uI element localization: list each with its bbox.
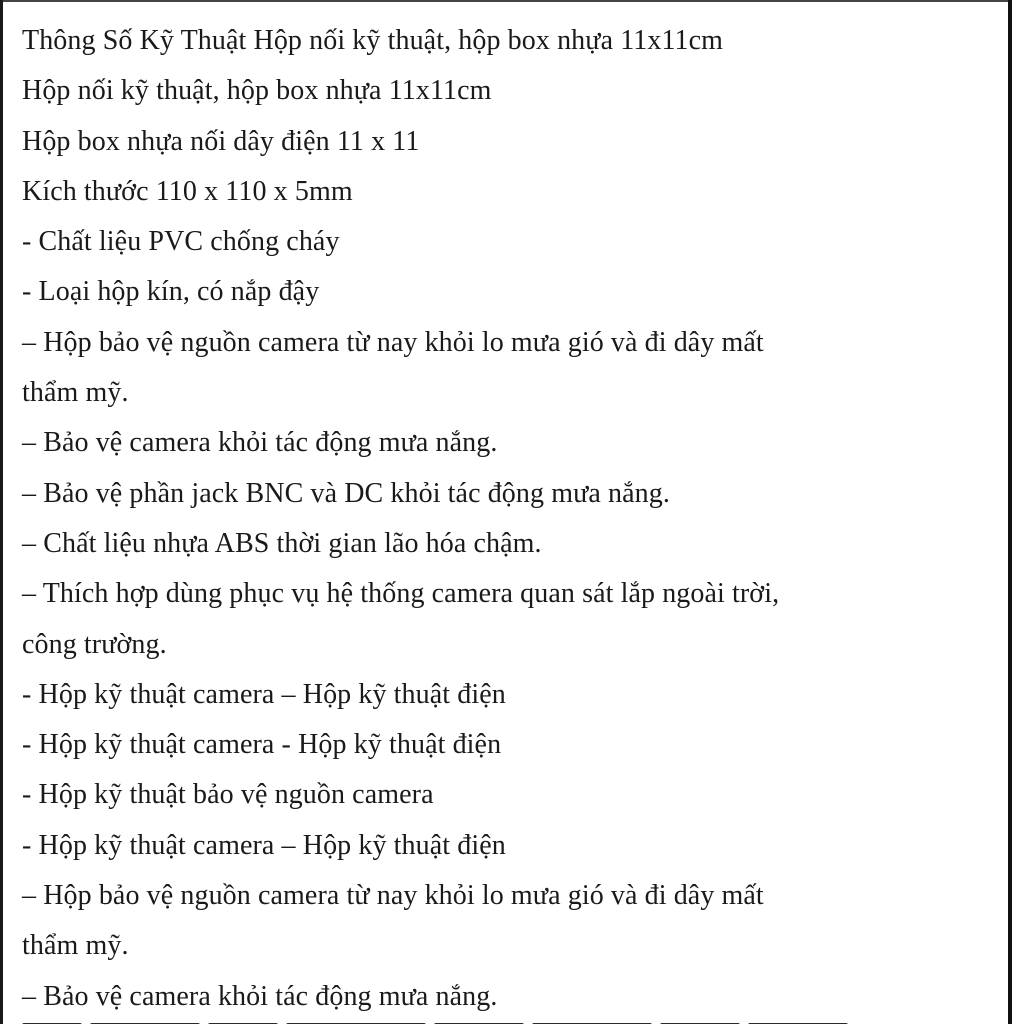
spec-line: Kích thước 110 x 110 x 5mm <box>22 175 353 207</box>
spec-text-block <box>22 16 997 1022</box>
spec-line: - Hộp kỹ thuật camera – Hộp kỹ thuật điện <box>22 678 506 710</box>
spec-line: - Chất liệu PVC chống cháy <box>22 226 340 258</box>
spec-line: – Thích hợp dùng phục vụ hệ thống camera quan sát lắp ngoài trời, <box>22 578 780 610</box>
spec-title: Thông Số Kỹ Thuật Hộp nối kỹ thuật, hộp box nhựa 11x11cm <box>22 25 724 56</box>
spec-line: thẩm mỹ. <box>22 377 129 409</box>
spec-line: – Bảo vệ camera khỏi tác động mưa nắng. <box>22 427 498 459</box>
spec-line: - Hộp kỹ thuật camera – Hộp kỹ thuật điện <box>22 829 506 861</box>
cropped-next-line <box>22 1014 972 1024</box>
spec-line: – Hộp bảo vệ nguồn camera từ nay khỏi lo mưa gió và đi dây mất <box>22 880 764 912</box>
spec-line: Hộp box nhựa nối dây điện 11 x 11 <box>22 125 420 157</box>
spec-line: – Bảo vệ camera khỏi tác động mưa nắng. <box>22 980 498 1012</box>
spec-line: - Loại hộp kín, có nắp đậy <box>22 276 320 308</box>
spec-line: Hộp nối kỹ thuật, hộp box nhựa 11x11cm <box>22 75 492 107</box>
spec-line: thẩm mỹ. <box>22 930 129 962</box>
spec-line: – Chất liệu nhựa ABS thời gian lão hóa chậm. <box>22 527 542 559</box>
frame-top-border <box>0 0 1012 2</box>
spec-line: – Hộp bảo vệ nguồn camera từ nay khỏi lo mưa gió và đi dây mất <box>22 326 764 358</box>
spec-line: – Bảo vệ phần jack BNC và DC khỏi tác động mưa nắng. <box>22 477 670 509</box>
frame-right-border <box>1008 0 1012 1024</box>
frame-left-border <box>0 0 3 1024</box>
spec-line: - Hộp kỹ thuật camera - Hộp kỹ thuật điện <box>22 729 502 761</box>
spec-line: công trường. <box>22 628 167 660</box>
spec-line: - Hộp kỹ thuật bảo vệ nguồn camera <box>22 779 434 811</box>
